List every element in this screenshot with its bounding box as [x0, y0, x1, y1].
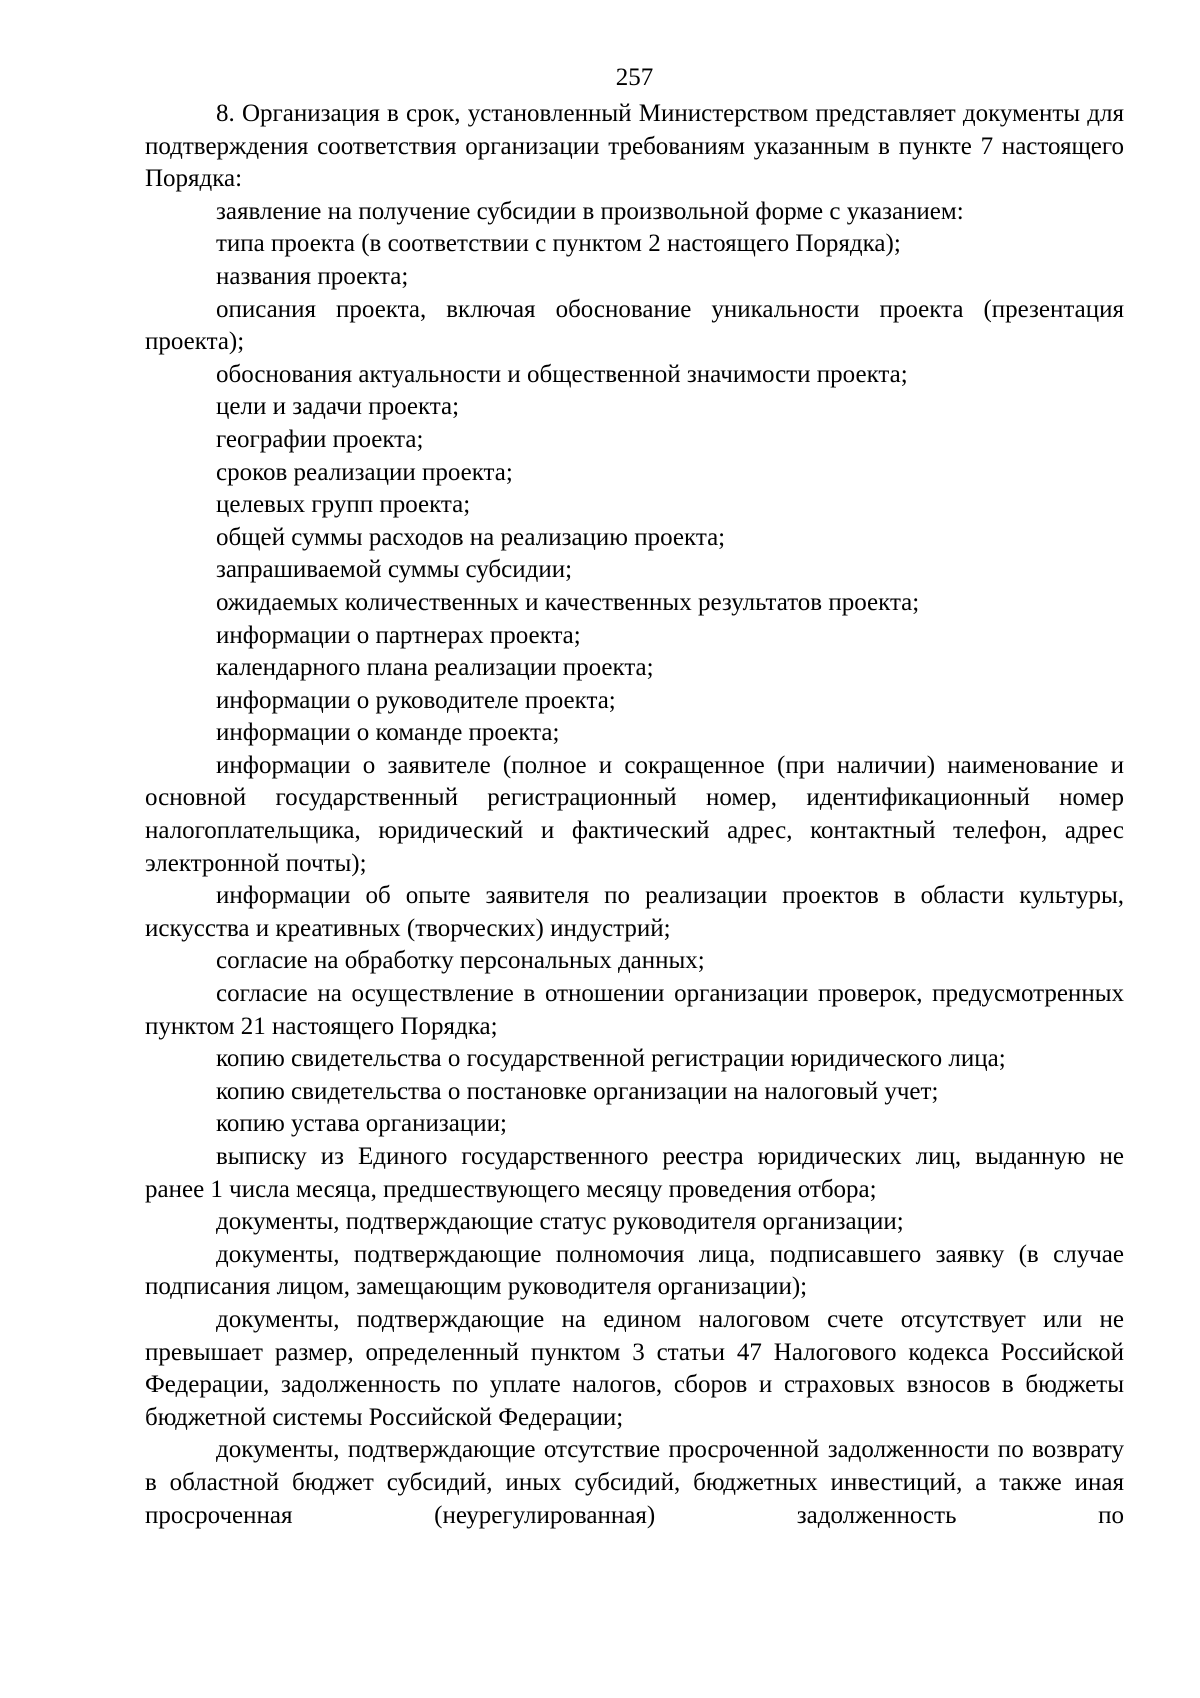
- list-item: копию свидетельства о государственной регистрации юридического лица;: [216, 1045, 1006, 1073]
- list-item: описания проекта, включая обоснование уникальности проекта (презентация проекта);: [145, 295, 1124, 356]
- list-item: общей суммы расходов на реализацию проекта;: [216, 523, 726, 551]
- list-item: информации о партнерах проекта;: [216, 621, 581, 649]
- list-item: сроков реализации проекта;: [216, 458, 513, 486]
- list-item: документы, подтверждающие отсутствие просроченной задолженности по возврату в областной бюджет субсидий, иных субсидий, бюджетных инвестиций, а также иная просроченная (неурегулированная) задолженность по: [145, 1436, 1124, 1529]
- list-item: документы, подтверждающие на едином налоговом счете отсутствует или не превышает размер, определенный пунктом 3 статьи 47 Налогового кодекса Российской Федерации, задолженность по уплате налогов, сборов и страховых взносов в бюджеты бюджетной системы Российской Федерации;: [145, 1305, 1124, 1431]
- page-number: 257: [615, 64, 654, 91]
- list-item: названия проекта;: [216, 262, 409, 290]
- document-page: [145, 62, 1124, 1532]
- list-item: информации о руководителе проекта;: [216, 686, 616, 714]
- list-item: типа проекта (в соответствии с пунктом 2 настоящего Порядка);: [216, 230, 901, 258]
- list-item: информации о команде проекта;: [216, 719, 560, 747]
- list-item: документы, подтверждающие полномочия лица, подписавшего заявку (в случае подписания лицом, замещающим руководителя организации);: [145, 1240, 1124, 1301]
- list-item: информации об опыте заявителя по реализации проектов в области культуры, искусства и креативных (творческих) индустрий;: [145, 882, 1124, 942]
- list-item: выписку из Единого государственного реестра юридических лиц, выданную не ранее 1 числа месяца, предшествующего месяцу проведения отбора;: [145, 1143, 1124, 1203]
- list-item: согласие на осуществление в отношении организации проверок, предусмотренных пунктом 21 настоящего Порядка;: [145, 980, 1124, 1040]
- list-item: документы, подтверждающие статус руководителя организации;: [216, 1208, 904, 1236]
- list-item: копию устава организации;: [216, 1110, 507, 1138]
- list-item: заявление на получение субсидии в произвольной форме с указанием:: [216, 197, 964, 225]
- list-item: копию свидетельства о постановке организации на налоговый учет;: [216, 1077, 939, 1105]
- list-item: календарного плана реализации проекта;: [216, 654, 654, 682]
- list-item: запрашиваемой суммы субсидии;: [216, 556, 573, 584]
- list-item: целевых групп проекта;: [216, 491, 471, 519]
- list-item: географии проекта;: [216, 425, 424, 453]
- paragraph-item-8: 8. Организация в срок, установленный Министерством представляет документы для подтверждения соответствия организации требованиям указанным в пункте 7 настоящего Порядка:: [145, 100, 1124, 193]
- list-item: обоснования актуальности и общественной значимости проекта;: [216, 360, 908, 388]
- list-item: согласие на обработку персональных данных;: [216, 947, 705, 975]
- list-item: информации о заявителе (полное и сокращенное (при наличии) наименование и основной государственный регистрационный номер, идентификационный номер налогоплательщика, юридический и фактический адрес, контактный телефон, адрес электронной почты);: [145, 751, 1124, 877]
- list-item: ожидаемых количественных и качественных результатов проекта;: [216, 588, 920, 616]
- list-item: цели и задачи проекта;: [216, 393, 460, 421]
